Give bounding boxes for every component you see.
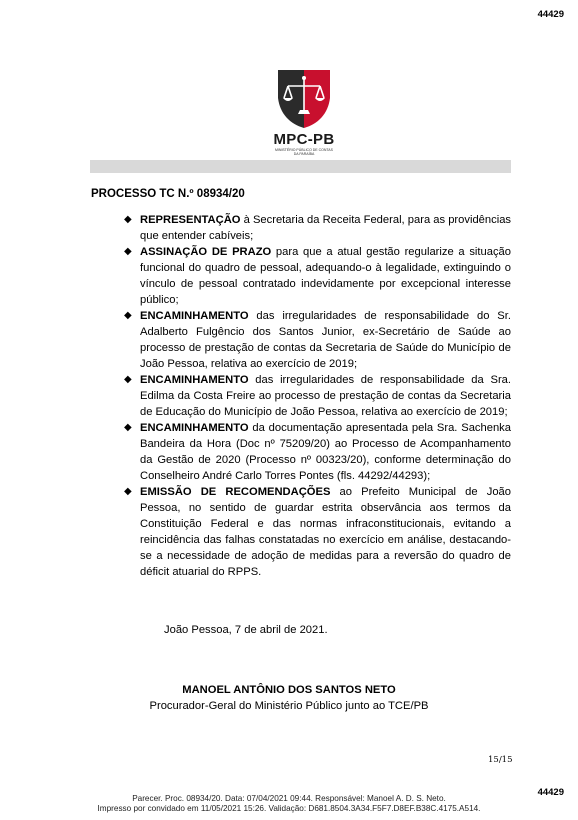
list-item <box>120 484 511 580</box>
bullet-icon: ◆ <box>124 246 132 257</box>
logo-subtitle-line1: MINISTÉRIO PÚBLICO DE CONTAS <box>275 148 333 152</box>
page-count: 15/15 <box>488 755 513 765</box>
item-text: para que a atual gestão regularize a situação funcional do quadro de pessoal, adequando-o à legalidade, extinguindo o vínculo de pessoal contratado indevidamente por excepcional interesse público; <box>140 246 511 306</box>
signer-name: MANOEL ANTÔNIO DOS SANTOS NETO <box>182 684 396 696</box>
signature-block <box>120 683 458 714</box>
list-item <box>120 308 511 372</box>
item-keyword: ENCAMINHAMENTO <box>140 310 249 322</box>
footer-line-2: Impresso por convidado em 11/05/2021 15:26. Validação: D681.8504.3A34.F5F7.D8EF.B38C.4175.A514. <box>97 804 481 813</box>
process-title: PROCESSO TC N.º 08934/20 <box>91 188 245 200</box>
item-keyword: ENCAMINHAMENTO <box>140 422 249 434</box>
bullet-icon: ◆ <box>124 310 132 321</box>
list-item <box>120 244 511 308</box>
item-text: das irregularidades de responsabilidade da Sra. Edilma da Costa Freire ao processo de prestação de contas da Secretaria de Educação do Município de João Pessoa, relativa ao exercício de 2019; <box>140 374 511 418</box>
bullet-icon: ◆ <box>124 486 132 497</box>
page-number-bottom: 44429 <box>537 787 564 798</box>
list-item <box>120 212 511 244</box>
bullet-icon: ◆ <box>124 422 132 433</box>
scales-of-justice-icon <box>276 68 332 130</box>
list-item <box>120 372 511 420</box>
recommendation-list <box>120 212 511 580</box>
logo-name: MPC-PB <box>273 131 335 148</box>
bullet-icon: ◆ <box>124 214 132 225</box>
page-number-top: 44429 <box>537 9 564 20</box>
place-date: João Pessoa, 7 de abril de 2021. <box>164 624 328 636</box>
logo-subtitle-line2: DA PARAÍBA <box>293 152 315 156</box>
footer-line-1: Parecer. Proc. 08934/20. Data: 07/04/2021 09:44. Responsável: Manoel A. D. S. Neto. <box>132 794 446 803</box>
bullet-icon: ◆ <box>124 374 132 385</box>
item-text: à Secretaria da Receita Federal, para as providências que entender cabíveis; <box>140 214 512 242</box>
header-divider-bar <box>90 160 511 173</box>
item-text: ao Prefeito Municipal de João Pessoa, no sentido de guardar estrita observância aos termos da Constituição Federal e das normas infraconstitucionais, evitando a reincidência das falhas constatadas no exercício em análise, destacando-se a necessidade de adoção de medidas para a reversão do quadro de déficit atuarial do RPPS. <box>140 486 511 578</box>
item-keyword: REPRESENTAÇÃO <box>140 214 241 226</box>
mpc-pb-logo <box>262 68 346 156</box>
item-keyword: ENCAMINHAMENTO <box>140 374 249 386</box>
item-text: das irregularidades de responsabilidade do Sr. Adalberto Fulgêncio dos Santos Junior, ex-Secretário de Saúde ao processo de prestação de contas da Secretaria de Saúde do Município de João Pessoa, relativa ao exercício de 2019; <box>140 310 511 370</box>
list-item <box>120 420 511 484</box>
item-text: da documentação apresentada pela Sra. Sachenka Bandeira da Hora (Doc nº 75209/20) ao Processo de Acompanhamento da Gestão de 2020 (Processo nº 00323/20), conforme determinação do Conselheiro André Carlo Torres Pontes (fls. 44292/44293); <box>140 422 511 482</box>
footer <box>0 794 578 814</box>
item-keyword: ASSINAÇÃO DE PRAZO <box>140 246 272 258</box>
signer-role: Procurador-Geral do Ministério Público junto ao TCE/PB <box>149 700 429 712</box>
item-keyword: EMISSÃO DE RECOMENDAÇÕES <box>140 486 331 498</box>
